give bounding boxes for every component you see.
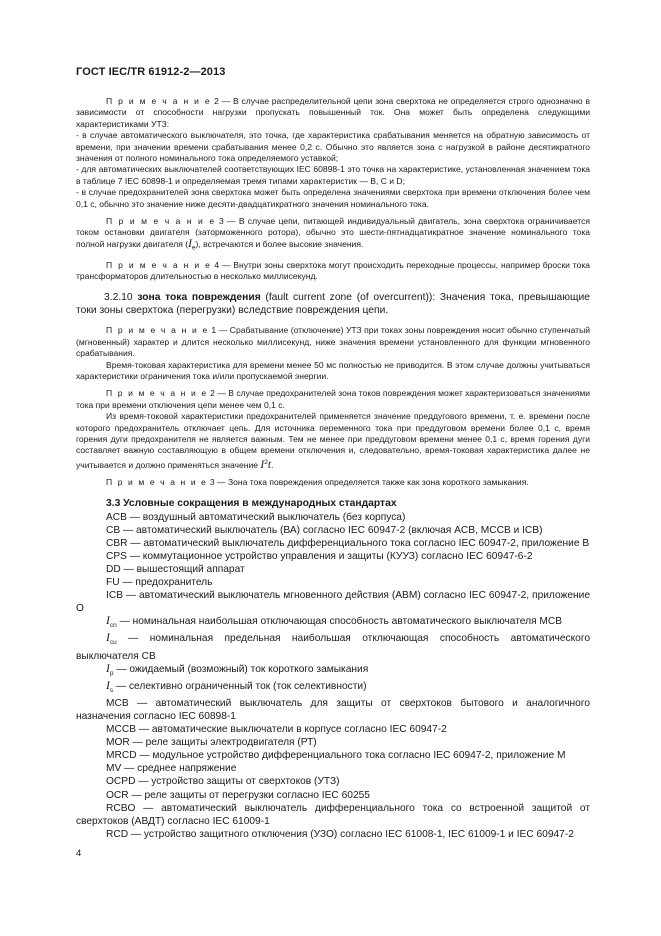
note-2-prearcing-continuation: Из время-токовой характеристики предохранителей применяется значение преддугового времени, т. е. времени после которого предохранитель отключает цепь. Для источника переменного тока при преддуговом времени более 0,1 с, время горения дуги предохранителя не является важным. Тем не менее при преддуговом времени менее 0,1 с, время горения дуги составляет важную составляющую в общем времени отключения и, следовательно, время-токовая характеристика далее не учитывается и должно применяться значение $I^2t$. (76, 411, 590, 471)
note-3-motor-circuit: П р и м е ч а н и е 3 — В случае цепи, питающей индивидуальный двигатель, зона сверхтока ограничивается током остановки двигателя (заторможенного ротора), обычно это шести-пятнадцатикратное значение номинального тока полной нагрузки двигателя $(I_e)$, встречаются и более высокие значения. (76, 216, 590, 252)
abbr-ocr: OCR — реле защиты от перегрузки согласно IEC 60255 (106, 789, 370, 801)
abbr-icb: ICB — автоматический выключатель мгновенного действия (АВМ) согласно IEC 60947-2, приложение О (76, 590, 590, 615)
note-1-continuation: Время-токовая характеристика для времени менее 50 мс полностью не приводится. В этом случае должны учитываться характеристики ограничения тока и/или пропускаемой энергии. (76, 359, 590, 382)
abbr-rcbo: RCBO — автоматический выключатель дифференциального тока со встроенной защитой от сверхтоков (АВДТ) согласно IEC 61009-1 (76, 802, 590, 827)
note-2-overcurrent-zone: П р и м е ч а н и е 2 — В случае распределительной цепи зона сверхтока не определяется строго однозначно в зависимости от способности нагрузки пропускать повышенный ток. Она может быть определена следующими характеристиками УТЗ: (76, 96, 591, 129)
note-3-short-circuit: П р и м е ч а н и е 3 — Зона тока повреждения определяется также как зона короткого замыкания. (106, 477, 529, 488)
abbr-cps: CPS — коммутационное устройство управления и защиты (КУУЗ) согласно IEC 60947-6-2 (106, 550, 533, 562)
abbr-icu: $I_{cu}$ — номинальная предельная наибольшая отключающая способность автоматического выключателя CB (76, 632, 590, 662)
abbr-acb: ACB — воздушный автоматический выключатель (без корпуса) (106, 511, 406, 523)
abbr-mccb: MCCB — автоматические выключатели в корпусе согласно IEC 60947-2 (106, 724, 447, 736)
abbr-mor: MOR — реле защиты электродвигателя (РТ) (106, 737, 317, 749)
note-1-fault-tripping: П р и м е ч а н и е 1 — Срабатывание (отключение) УТЗ при токах зоны повреждения носит обычно ступенчатый (мгновенный) характер и длится несколько миллисекунд, ниже значения времени установленного для функции мгновенного срабатывания. (76, 325, 591, 359)
abbr-cb: CB — автоматический выключатель (ВА) согласно IEC 60947-2 (включая ACB, MCCB и ICB) (106, 524, 543, 536)
document-header: ГОСТ IEC/TR 61912-2—2013 (76, 66, 226, 78)
abbr-ip: $I_p$ — ожидаемый (возможный) ток короткого замыкания (106, 662, 369, 677)
page-body (76, 96, 590, 841)
abbr-mrcd: MRCD — модульное устройство дифференциального тока согласно IEC 60947-2, приложение М (106, 750, 566, 762)
abbr-icn: $I_{cn}$ — номинальная наибольшая отключающая способность автоматического выключателя MCB (106, 615, 563, 630)
note-4-transients: П р и м е ч а н и е 4 — Внутри зоны сверхтока могут происходить переходные процессы, например броски тока трансформаторов длительностью в несколько миллисекунд. (76, 259, 591, 282)
definition-3-2-10: 3.2.10 зона тока повреждения (fault current zone (of overcurrent)): Значения тока, превышающие токи зоны сверхтока (перегрузки) вследствие повреждения цепи. (76, 291, 590, 317)
abbr-mcb: MCB — автоматический выключатель для защиты от сверхтоков бытового и аналогичного назначения согласно IEC 60898-1 (76, 697, 590, 722)
abbr-mv: MV — среднее напряжение (106, 763, 237, 775)
note-2-item-iec60898: - для автоматических выключателей соответствующих IEC 60898-1 это точка на характеристике, установленная значением тока в таблице 7 IEC 60898-1 и определяемая тремя типами характеристик — В, С и D; (76, 164, 590, 186)
abbr-cbr: CBR — автоматический выключатель дифференциального тока согласно IEC 60947-2, приложение В (106, 537, 590, 549)
section-3-3-title: 3.3 Условные сокращения в международных стандартах (106, 497, 397, 509)
note-2-item-circuit-breaker: - в случае автоматического выключателя, это точка, где характеристика срабатывания меняется на обратную зависимость от времени, при значении времени срабатывания менее 0,2 с. Обычно это является зона с нагрузкой в районе десятикратного значения от полного номинального тока определяемого уставкой; (76, 130, 590, 164)
abbr-is: $I_s$ — селективно ограниченный ток (ток селективности) (106, 679, 367, 694)
abbr-ocpd: OCPD — устройство защиты от сверхтоков (УТЗ) (106, 776, 340, 788)
abbr-fu: FU — предохранитель (106, 576, 213, 588)
abbr-dd: DD — вышестоящий аппарат (106, 563, 245, 575)
page-number: 4 (76, 848, 82, 859)
abbr-rcd: RCD — устройство защитного отключения (УЗО) согласно IEC 61008-1, IEC 61009-1 и IEC 60947-2 (106, 828, 574, 840)
note-2-fuse-fault-zone: П р и м е ч а н и е 2 — В случае предохранителей зона токов повреждения может характеризоваться значениями тока при времени отключения цепи менее чем 0,1 с. (76, 388, 591, 410)
note-2-item-fuses: - в случае предохранителей зона сверхтока может быть определена значениями сверхтока при времени отключения более чем 0,1 с, обычно это значение ниже десяти-двадцатикратного значения номинального тока. (76, 187, 590, 209)
